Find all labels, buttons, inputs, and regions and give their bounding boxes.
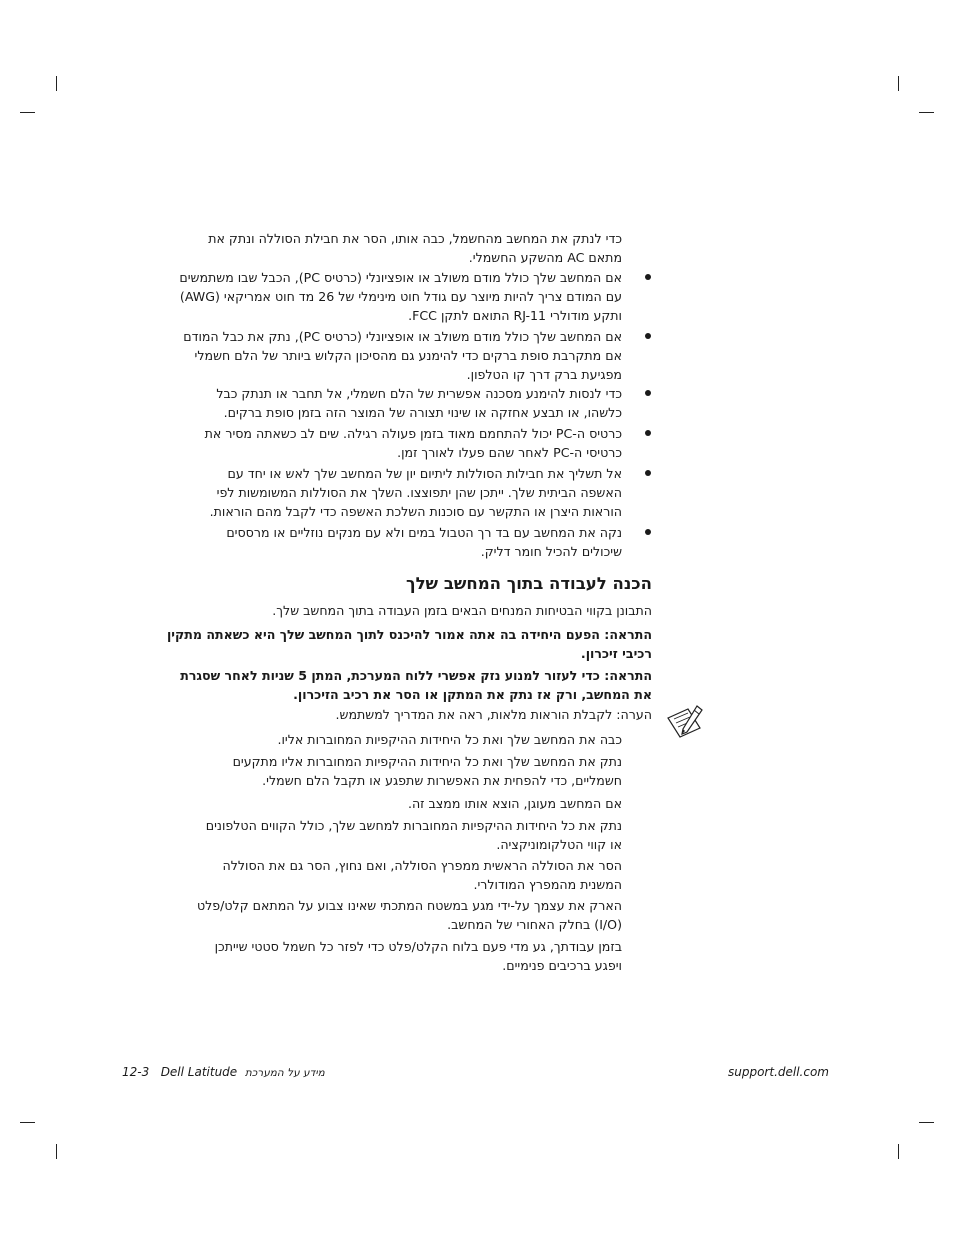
text-line: כלשהו, או תבצע אחזקה או שינוי תצורה של המוצר הזה בזמן סופת ברקים. — [223, 405, 622, 420]
bullet-icon — [645, 529, 651, 535]
step-item — [142, 816, 622, 854]
bullet-icon — [645, 430, 651, 436]
text-line: כרטיס ה-PC יכול להתחמם מאוד בזמן פעולה רגילה. שים לב כשאתה מסיר את — [204, 426, 622, 441]
text-line: כבה את המחשב שלך ואת כל היחידות ההיקפיות המחוברות אליו. — [277, 732, 622, 747]
note-pencil-icon — [666, 704, 704, 740]
text-line: רכיבי זיכרון. — [580, 646, 652, 661]
text-line: אם המחשב שלך כולל מודם משולב או אופציונלי (כרטיס PC), הכבל שבו משתמשים — [179, 270, 622, 285]
text-line: התבונן בקווי הבטיחות המנחים הבאים בזמן העבודה בתוך המחשב שלך. — [272, 603, 652, 618]
crop-mark — [919, 1122, 934, 1123]
text-line: ויפגע ברכיבים פנימיים. — [502, 958, 622, 973]
step-item — [142, 730, 622, 749]
footer-chapter: מידע על המערכת — [244, 1067, 325, 1079]
step-item — [142, 752, 622, 790]
text-line: נתק את כל היחידות ההיקפיות המחוברות למחשב שלך, כולל הקווים הטלפונים — [205, 818, 622, 833]
text-line: האשפה הביתית שלך. ייתכן שהן יתפוצצו. השלך את הסוללות המשומשות לפי — [216, 485, 622, 500]
text-line: הערה: לקבלת הוראות מלאות, ראה את המדריך למשתמש. — [335, 707, 652, 722]
text-line: אם מתקרבת סופת ברקים כדי להימנע גם מהסיכון הקלוש ביותר של הלם חשמלי — [194, 348, 622, 363]
text-line: או קווי הטלקומוניקציה. — [496, 837, 622, 852]
text-line: אם המחשב שלך כולל מודם משולב או אופציונלי (כרטיס PC), נתק את כבל המודם — [183, 329, 622, 344]
text-line: בזמן עבודתך, גע מדי פעם בלוח הקלט/פלט כדי לפזר כל חשמל סטטי שייתכן — [214, 939, 622, 954]
section-intro — [92, 601, 652, 620]
bullet-item — [142, 523, 622, 561]
note-text — [152, 705, 652, 724]
bullet-icon — [645, 333, 651, 339]
warning-system-board — [92, 666, 652, 704]
text-line: שיכולים להכיל חומר דליק. — [480, 544, 622, 559]
crop-mark — [898, 1144, 899, 1159]
crop-mark — [20, 1122, 35, 1123]
text-line: כדי לנתק את המחשב מהחשמל, כבה אותו, הסר את חבילת הסוללה ונתק את — [208, 231, 622, 246]
bullet-item — [142, 424, 622, 462]
text-line: מפגיעת ברק דרך קו הטלפון. — [466, 367, 622, 382]
text-line: התראה: הפעם היחידה בה אתה אמור להיכנס לתוך המחשב שלך היא כשאתה מתקין — [166, 627, 652, 642]
text-line: כדי לנסות להימנע מסכנה אפשרית של הלם חשמלי, אל תחבר או תנתק כבל — [216, 386, 622, 401]
section-heading: הכנה לעבודה בתוך המחשב שלך — [406, 574, 652, 593]
text-line: ותקע מודולרי RJ-11 התואם לתקן FCC. — [408, 308, 622, 323]
text-line: הסר את הסוללה הראשית ממפרץ הסוללה, ואם נחוץ, הסר גם את הסוללה — [222, 858, 622, 873]
text-line: אם המחשב מעוגן, הוצא אותו ממצב זה. — [407, 796, 622, 811]
warning-memory — [92, 625, 652, 663]
bullet-icon — [645, 470, 651, 476]
footer-left-url: support.dell.com — [728, 1065, 829, 1079]
crop-mark — [20, 112, 35, 113]
bullet-item — [142, 464, 622, 521]
text-line: אל תשליך את חבילות הסוללות ליתיום יון של המחשב שלך לאש או יחד עם — [227, 466, 622, 481]
crop-mark — [898, 76, 899, 91]
step-item — [142, 856, 622, 894]
text-line: נתק את המחשב שלך ואת כל היחידות ההיקפיות המחוברות אליו מתקעים — [232, 754, 622, 769]
intro-paragraph — [142, 229, 622, 267]
step-item — [142, 937, 622, 975]
bullet-item — [142, 268, 622, 325]
text-line: עם המודם צריך להיות מיוצר עם גודל חוט מינימלי של 26 מד חוט אמריקאי (AWG) — [179, 289, 622, 304]
text-line: הוראות היצרן או התקשר עם סוכנות השלכת האשפה כדי לקבל מהם הוראות. — [209, 504, 622, 519]
text-line: הארק את עצמך על-ידי מגע במשטח המתכתי שאינו צבוע על המתאם קלט/פלט — [196, 898, 622, 913]
text-line: חשמליים, כדי להפחית את האפשרות שתפגע או תקבל הלם חשמלי. — [262, 773, 622, 788]
bullet-icon — [645, 390, 651, 396]
bullet-item — [142, 384, 622, 422]
page-number: 12-3 — [122, 1065, 150, 1079]
crop-mark — [919, 112, 934, 113]
text-line: כרטיסי ה-PC לאחר שהם פעלו לאורך זמן. — [397, 445, 622, 460]
bullet-item — [142, 327, 622, 384]
footer-model: Dell Latitude — [160, 1065, 238, 1079]
crop-mark — [56, 76, 57, 91]
text-line: (I/O) בחלק האחורי של המחשב. — [447, 917, 622, 932]
bullet-icon — [645, 274, 651, 280]
text-line: מתאם AC מהשקע החשמלי. — [468, 250, 622, 265]
text-line: נקה את המחשב עם בד רך הטבול במים ולא עם מנקים נוזליים או מרססים — [226, 525, 622, 540]
step-item — [142, 896, 622, 934]
step-item — [142, 794, 622, 813]
text-line: התראה: כדי לעזור למנוע נזק אפשרי ללוח המערכת, המתן 5 שניות לאחר שסגרת — [180, 668, 652, 683]
crop-mark — [56, 1144, 57, 1159]
footer-page-info — [122, 1064, 325, 1081]
text-line: המשנית מהמפרץ המודולרי. — [473, 877, 622, 892]
text-line: את המחשב, ורק אז נתק את המתקן או הסר את רכיב הזיכרון. — [293, 687, 652, 702]
